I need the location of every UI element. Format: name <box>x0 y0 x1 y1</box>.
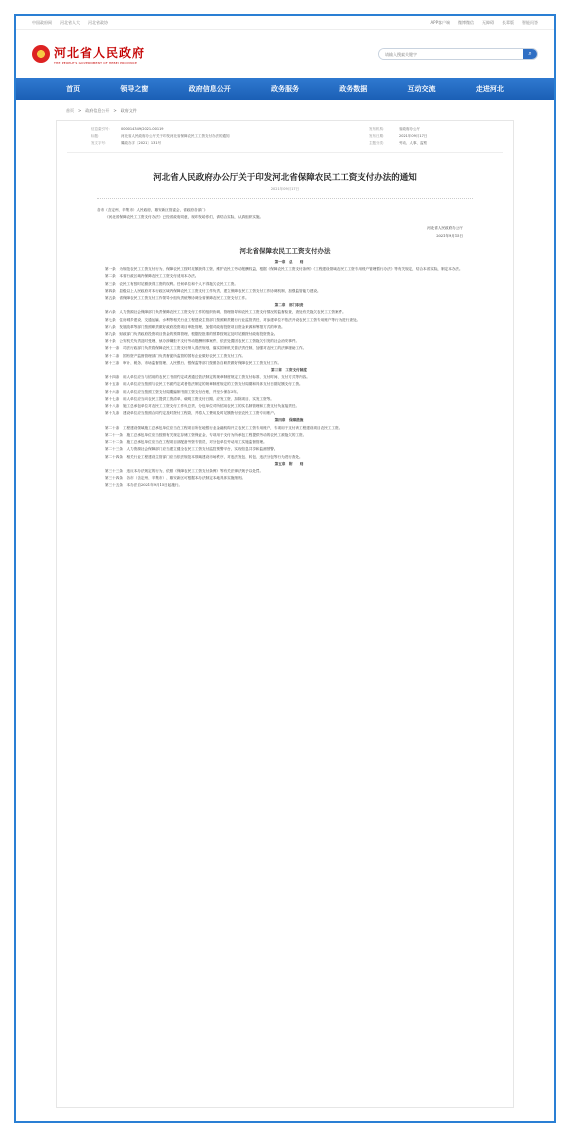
chapter-heading: 第一章 总 则 <box>274 260 304 265</box>
meta-row <box>91 127 359 132</box>
meta-key: 发文字号： <box>91 141 109 145</box>
breadcrumb-item[interactable]: 首页 <box>66 108 74 113</box>
topbar-link[interactable]: 河北省政协 <box>88 19 108 25</box>
recipients: 各市（含定州、辛集市）人民政府，雄安新区管委会，省政府各部门： <box>97 208 209 212</box>
intro-paragraph: 《河北省保障农民工工资支付办法》已经省政府同意，现印发给你们，请结合实际，认真组织实施。 <box>105 215 264 220</box>
article-paragraph: 第十六条 用人单位应当按照工资支付周期编制书面工资支付台账，并至少保存3年。 <box>105 389 241 394</box>
article-panel <box>56 120 514 1108</box>
meta-value: 2021年09月17日 <box>399 134 428 138</box>
meta-row <box>369 127 479 132</box>
nav-item[interactable]: 政务服务 <box>270 85 299 93</box>
breadcrumb-separator: > <box>78 108 82 113</box>
article-paragraph: 第二十四条 相关行业工程建设主管部门应当依法规范本领域建设市场秩序，对违法发包、转包、违法分包等行为进行查处。 <box>105 454 303 459</box>
meta-value: 劳动、人事、监察 <box>399 141 427 145</box>
meta-key: 信息索引号： <box>91 127 112 131</box>
breadcrumb-item[interactable]: 政府文件 <box>120 108 137 113</box>
site-header <box>16 30 554 78</box>
article-paragraph: 第十四条 用人单位应当与招用的农民工书面约定或者通过依法制定的规章制度规定工资支付标准、支付时间、支付方式等内容。 <box>105 375 310 380</box>
meta-value: 河北省人民政府办公厅关于印发河北省保障农民工工资支付办法的通知 <box>121 134 230 138</box>
top-utility-bar <box>16 16 554 30</box>
article-paragraph: 第二十二条 施工总承包单位应当在工程项目部配备劳资专管员，对分包单位劳动用工实施监督管理。 <box>105 440 267 445</box>
logo-title: 河北省人民政府 <box>54 45 146 60</box>
topbar-link[interactable]: 智能问答 <box>522 19 538 25</box>
document-title: 河北省保障农民工工资支付办法 <box>239 246 331 255</box>
article-paragraph: 第七条 住房城乡建设、交通运输、水利等相关行业工程建设主管部门按照职责履行行业监管责任，对参建单位不依法开设农民工工资专用账户等行为进行查处。 <box>105 317 361 322</box>
meta-row <box>369 134 479 139</box>
meta-row <box>369 141 479 146</box>
nav-item[interactable]: 走进河北 <box>475 85 504 93</box>
article-paragraph: 第十二条 国有资产监督管理部门负责督促所监管的国有企业做好农民工工资支付工作。 <box>105 353 246 358</box>
meta-key: 发布日期： <box>369 134 387 138</box>
meta-value: 冀政办字〔2021〕131号 <box>121 141 162 145</box>
nav-item[interactable]: 互动交流 <box>407 85 436 93</box>
article-body <box>67 199 503 498</box>
breadcrumb-separator: > <box>113 108 117 113</box>
article-paragraph: 第十五条 用人单位应当按照与农民工书面约定或者依法制定的规章制度规定的工资支付周期和具体支付日期足额支付工资。 <box>105 382 303 387</box>
article-paragraph: 第十七条 用人单位应当向农民工提供工资清单，载明工资支付日期、应发工资、扣除项目、实发工资等。 <box>105 396 274 401</box>
article-paragraph: 第三十三条 违反本办法规定的行为，依照《保障农民工工资支付条例》等有关法律法规予以处罚。 <box>105 468 264 473</box>
meta-key: 标题： <box>91 134 102 138</box>
article-paragraph: 第十一条 司法行政部门负责将保障农民工工资支付纳入普法规划，落实国家机关普法责任制，加强对农民工的法律援助工作。 <box>105 346 307 351</box>
article-title: 河北省人民政府办公厅关于印发河北省保障农民工工资支付办法的通知 <box>153 173 417 183</box>
sign-date: 2021年9月15日 <box>436 233 463 238</box>
article-paragraph: 第三十四条 各市（含定州、辛集市）、雄安新区可根据本办法制定本地具体实施细则。 <box>105 476 246 481</box>
article-paragraph: 第十三条 审计、税务、市场监督管理、人民银行、银保监等部门按照各自职责做好保障农民工工资支付工作。 <box>105 360 282 365</box>
article-paragraph: 第五条 省保障农民工工资支付工作领导小组负责统筹协调全省保障农民工工资支付工作。 <box>105 296 249 301</box>
article-paragraph: 第十九条 建设单位应当按照合同约定及时拨付工程款，并将人工费用及时足额拨付至农民工工资专用账户。 <box>105 411 278 416</box>
meta-row <box>91 134 359 139</box>
article-paragraph: 第九条 财政部门负责政府投资项目资金的预算管理，根据经批准的预算按规定及时足额拨付政府投资资金。 <box>105 332 278 337</box>
search-icon[interactable]: ⌕ <box>523 48 537 60</box>
nav-item[interactable]: 领导之窗 <box>120 85 149 93</box>
article-paragraph: 第十八条 施工总承包单位对农民工工资支付工作负总责，分包单位对所招用农民工的实名制管理和工资支付负直接责任。 <box>105 404 300 409</box>
national-emblem-icon <box>32 45 50 63</box>
topbar-link[interactable]: 中国政府网 <box>32 19 52 25</box>
logo-subtitle: THE PEOPLE'S GOVERNMENT OF HEBEI PROVINCE <box>54 60 138 65</box>
nav-item[interactable]: 政务数据 <box>339 85 368 93</box>
article-paragraph: 第二十三条 人力资源社会保障部门应当建立健全农民工工资支付监控预警平台，实现信息共享和监测预警。 <box>105 447 278 452</box>
chapter-heading: 第四章 保障措施 <box>274 418 304 423</box>
meta-key: 主题分类： <box>369 141 387 145</box>
topbar-link[interactable]: 河北省人大 <box>60 19 80 25</box>
breadcrumb-item[interactable]: 政府信息公开 <box>85 108 110 113</box>
topbar-link[interactable]: APP客户端 <box>430 19 450 25</box>
article-paragraph: 第二十一条 施工总承包单位应当按照有关规定存储工资保证金，专项用于支付为所承包工程提供劳动的农民工被拖欠的工资。 <box>105 432 307 437</box>
meta-value: 000014349/2021-00119 <box>121 127 164 131</box>
topbar-link[interactable]: 无障碍 <box>482 19 494 25</box>
meta-row <box>91 141 359 146</box>
chapter-heading: 第三章 工资支付制度 <box>271 368 307 373</box>
breadcrumb <box>16 100 554 114</box>
main-nav <box>16 78 554 100</box>
article-paragraph: 第八条 发展改革等部门按照职责做好政府投资项目审批管理，加强对政府投资项目资金来源和筹措方式的审查。 <box>105 324 285 329</box>
signer: 河北省人民政府办公厅 <box>427 226 463 231</box>
article-paragraph: 第六条 人力资源社会保障部门负责保障农民工工资支付工作的组织协调、管理指导和农民工工资支付情况的监督检查，查处有关拖欠农民工工资案件。 <box>105 310 346 315</box>
chapter-heading: 第五章 附 则 <box>274 461 304 466</box>
article-paragraph: 第十条 公安机关负责及时受理、侦办涉嫌拒不支付劳动报酬刑事案件，依法处置因农民工工资拖欠引发的社会治安事件。 <box>105 339 300 344</box>
article-paragraph: 第一条 为规范农民工工资支付行为，保障农民工按时足额获得工资，维护农民工劳动报酬权益，根据《保障农民工工资支付条例》《工程建设领域农民工工资专用账户管理暂行办法》等有关规定，结合本省实际，制定本办法。 <box>105 267 463 272</box>
site-logo[interactable] <box>32 44 145 65</box>
chapter-heading: 第二章 部门职责 <box>274 303 304 308</box>
article-paragraph: 第三十五条 本办法自2021年9月15日起施行。 <box>105 483 183 488</box>
article-paragraph: 第三条 农民工有按时足额获得工资的权利。任何单位和个人不得拖欠农民工工资。 <box>105 281 238 286</box>
search-input[interactable] <box>379 49 523 59</box>
nav-item[interactable]: 政府信息公开 <box>188 85 231 93</box>
nav-item[interactable]: 首页 <box>66 85 81 93</box>
document-meta <box>67 121 503 153</box>
article-paragraph: 第二十条 工程建设领域施工总承包单位应当在工程项目所在地银行业金融机构开立农民工工资专用账户，专项用于支付该工程建设项目农民工工资。 <box>105 425 343 430</box>
topbar-link[interactable]: 微博微信 <box>458 19 474 25</box>
search-box <box>378 48 538 60</box>
article-date: 2021年09月17日 <box>97 187 473 199</box>
topbar-link[interactable]: 长辈版 <box>502 19 514 25</box>
article-paragraph: 第四条 县级以上人民政府对本行政区域内保障农民工工资支付工作负责，建立保障农民工工资支付工作协调机制，加强监管能力建设。 <box>105 288 321 293</box>
article-paragraph: 第二条 本省行政区域内保障农民工工资支付适用本办法。 <box>105 274 199 279</box>
page-frame <box>14 14 556 1123</box>
meta-value: 省政府办公厅 <box>399 127 420 131</box>
meta-key: 发布机构： <box>369 127 387 131</box>
